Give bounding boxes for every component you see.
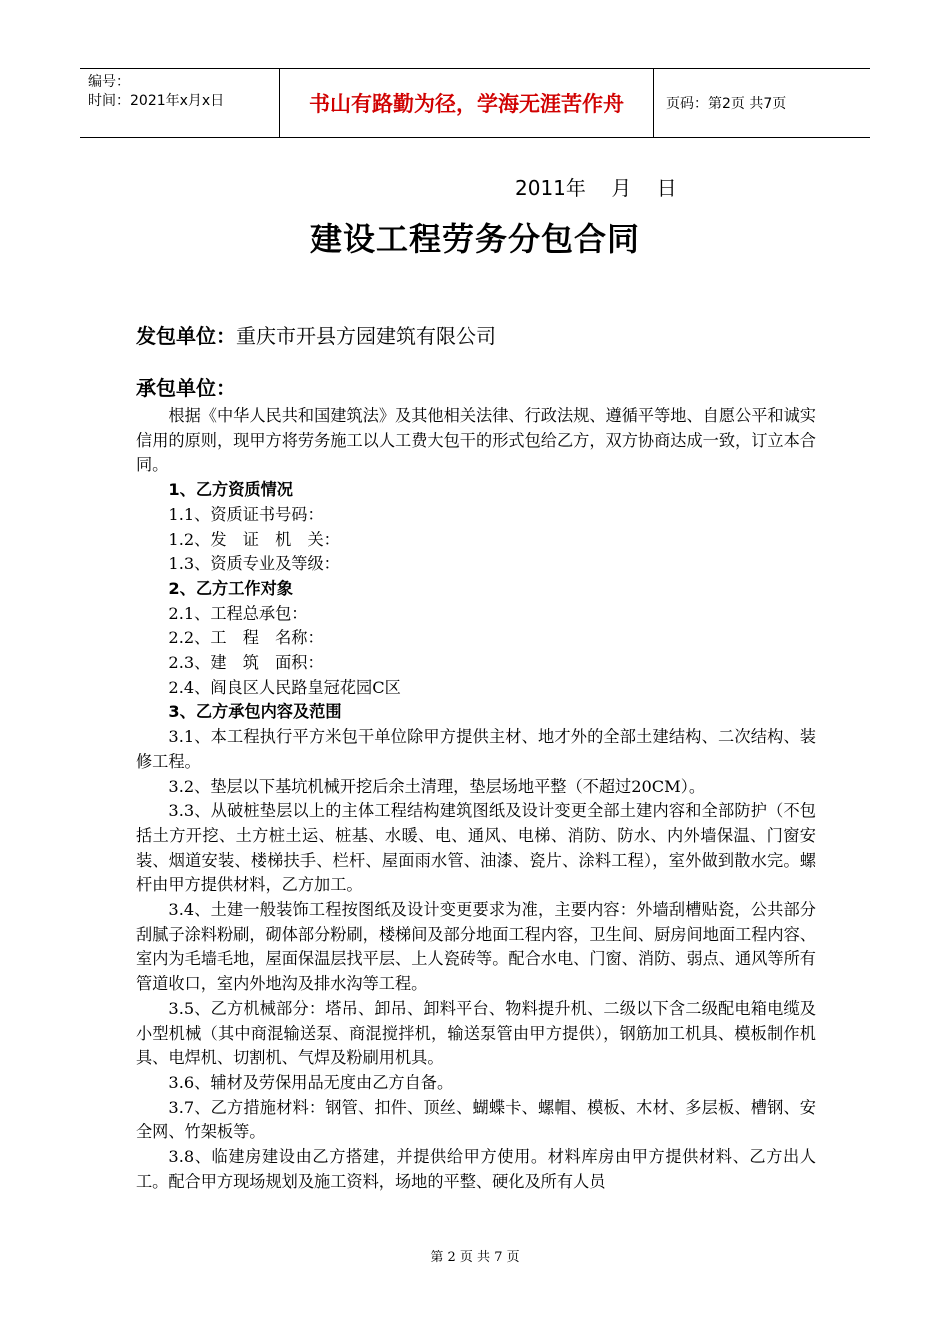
header-meta: [80, 69, 280, 137]
header-number: 编号：: [88, 74, 130, 90]
clause-paragraph: 3.2、垫层以下基坑机械开挖后余土清理，垫层场地平整（不超过20CM）。: [168, 776, 706, 796]
clause-paragraph: 2.1、工程总承包：: [168, 603, 308, 623]
clause-paragraph: 根据《中华人民共和国建筑法》及其他相关法律、行政法规、遵循平等地、自愿公平和诚实信用的原则，现甲方将劳务施工以人工费大包干的形式包给乙方，双方协商达成一致，订立本合同。: [136, 406, 816, 475]
clause-paragraph: 2.4、阎良区人民路皇冠花园C区: [168, 677, 401, 697]
section-heading: 3、乙方承包内容及范围: [168, 702, 342, 722]
clause-paragraph: 1.1、资质证书号码：: [168, 504, 324, 524]
header-page-info: 页码：第2页 共7页: [666, 96, 787, 112]
contract-body: [136, 404, 816, 1195]
page-header: [80, 68, 870, 138]
section-heading: 1、乙方资质情况: [168, 480, 293, 500]
clause-paragraph: 3.4、土建一般装饰工程按图纸及设计变更要求为准，主要内容：外墙刮槽贴瓷，公共部分刮腻子涂料粉刷，砌体部分粉刷，楼梯间及部分地面工程内容，卫生间、厨房间地面工程内容、室内为毛墙毛地，屋面保温层找平层、上人瓷砖等。配合水电、门窗、消防、弱点、通风等所有管道收口，室内外地沟及排水沟等工程。: [136, 900, 816, 994]
employer-label: 发包单位：: [136, 324, 236, 348]
page-footer: 第 2 页 共 7 页: [430, 1250, 520, 1265]
document-title: 建设工程劳务分包合同: [309, 220, 640, 258]
header-time: 时间：2021年x月x日: [88, 93, 225, 109]
employer-line: [136, 320, 496, 349]
clause-paragraph: 2.2、工 程 名称：: [168, 628, 324, 648]
clause-paragraph: 3.5、乙方机械部分：塔吊、卸吊、卸料平台、物料提升机、二级以下含二级配电箱电缆及小型机械（其中商混输送泵、商混搅拌机，输送泵管由甲方提供），钢筋加工机具、模板制作机具、电焊机、切割机、气焊及粉刷用机具。: [136, 998, 816, 1068]
clause-paragraph: 1.2、发 证 机 关：: [168, 529, 340, 549]
clause-paragraph: 1.3、资质专业及等级：: [168, 554, 340, 574]
clause-paragraph: 2.3、建 筑 面积：: [168, 653, 324, 673]
clause-paragraph: 3.8、临建房建设由乙方搭建，并提供给甲方使用。材料库房由甲方提供材料、乙方出人工。配合甲方现场规划及施工资料，场地的平整、硬化及所有人员: [136, 1147, 816, 1191]
contractor-line: [136, 372, 236, 401]
clause-paragraph: 3.1、本工程执行平方米包干单位除甲方提供主材、地才外的全部土建结构、二次结构、装修工程。: [136, 727, 816, 771]
section-heading: 2、乙方工作对象: [168, 578, 293, 598]
contractor-label: 承包单位：: [136, 376, 236, 400]
header-motto: 书山有路勤为径，学海无涯苦作舟: [280, 69, 654, 137]
clause-paragraph: 3.6、辅材及劳保用品无度由乙方自备。: [168, 1072, 454, 1092]
employer-value: 重庆市开县方园建筑有限公司: [236, 324, 496, 348]
date-line: 2011年 月 日: [515, 176, 677, 200]
clause-paragraph: 3.7、乙方措施材料：钢管、扣件、顶丝、蝴蝶卡、螺帽、模板、木材、多层板、槽钢、安全网、竹架板等。: [136, 1097, 816, 1142]
clause-paragraph: 3.3、从破桩垫层以上的主体工程结构建筑图纸及设计变更全部土建内容和全部防护（不包括土方开挖、土方桩土运、桩基、水暖、电、通风、电梯、消防、防水、内外墙保温、门窗安装、烟道安装、楼梯扶手、栏杆、屋面雨水管、油漆、瓷片、涂料工程），室外做到散水完。螺杆由甲方提供材料，乙方加工。: [136, 801, 816, 895]
